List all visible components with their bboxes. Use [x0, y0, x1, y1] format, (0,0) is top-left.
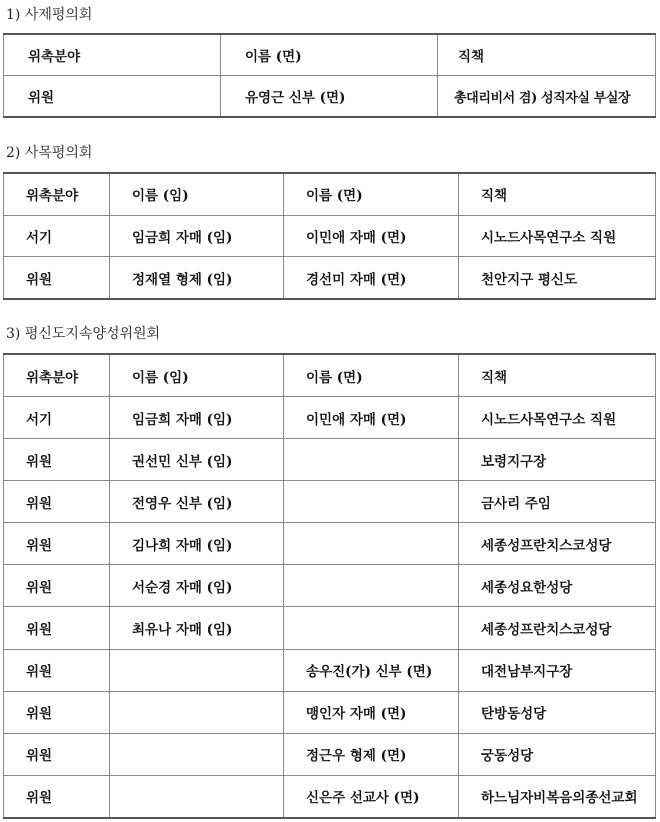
table-header-row	[4, 354, 656, 397]
header-cell: 이름 (임)	[110, 173, 284, 215]
table-cell	[110, 691, 284, 733]
table-cell	[284, 523, 459, 565]
table-cell: 유영근 신부 (면)	[221, 76, 438, 118]
section-title-3: 3) 평신도지속양성위원회	[6, 326, 161, 342]
table-cell: 이민애 자매 (면)	[284, 215, 459, 257]
table-row	[4, 607, 656, 649]
table-cell: 최유나 자매 (임)	[110, 607, 284, 649]
table-cell	[110, 649, 284, 691]
table-row	[4, 76, 656, 118]
table-row	[4, 397, 656, 439]
table-cell: 세종성프란치스코성당	[459, 523, 656, 565]
table-cell: 송우진(가) 신부 (면)	[284, 649, 459, 691]
table-header-row	[4, 34, 656, 76]
table-cell: 하느님자비복음의종선교회	[459, 775, 656, 818]
table-row	[4, 733, 656, 775]
table-row	[4, 775, 656, 818]
table-cell: 맹인자 자매 (면)	[284, 691, 459, 733]
table-cell: 탄방동성당	[459, 691, 656, 733]
table-3	[3, 353, 656, 819]
table-cell: 서순경 자매 (임)	[110, 565, 284, 607]
table-cell	[284, 481, 459, 523]
table-cell: 신은주 선교사 (면)	[284, 775, 459, 818]
table-cell	[110, 775, 284, 818]
table-cell: 위원	[4, 523, 110, 565]
table-cell: 위원	[4, 76, 221, 118]
table-2	[3, 172, 656, 300]
table-cell: 위원	[4, 691, 110, 733]
table-cell: 정근우 형제 (면)	[284, 733, 459, 775]
table-cell: 서기	[4, 397, 110, 439]
table-cell: 대전남부지구장	[459, 649, 656, 691]
table-header-row	[4, 173, 656, 215]
header-cell: 이름 (면)	[284, 354, 459, 397]
section-title-2: 2) 사목평의회	[6, 145, 93, 161]
table-row	[4, 215, 656, 257]
table-cell: 이민애 자매 (면)	[284, 397, 459, 439]
header-cell: 이름 (면)	[221, 34, 438, 76]
header-cell: 위촉분야	[4, 173, 110, 215]
table-row	[4, 481, 656, 523]
header-cell: 이름 (임)	[110, 354, 284, 397]
table-cell: 위원	[4, 439, 110, 481]
table-cell	[284, 565, 459, 607]
header-cell: 위촉분야	[4, 34, 221, 76]
table-row	[4, 439, 656, 481]
table-cell: 위원	[4, 775, 110, 818]
header-cell: 직책	[459, 354, 656, 397]
table-cell: 위원	[4, 733, 110, 775]
table-cell: 세종성요한성당	[459, 565, 656, 607]
table-row	[4, 257, 656, 299]
table-row	[4, 523, 656, 565]
table-row	[4, 691, 656, 733]
table-cell: 권선민 신부 (임)	[110, 439, 284, 481]
header-cell: 이름 (면)	[284, 173, 459, 215]
table-cell: 금사리 주임	[459, 481, 656, 523]
header-cell: 직책	[438, 34, 656, 76]
table-cell: 총대리비서 겸) 성직자실 부실장	[438, 76, 656, 118]
table-cell: 궁동성당	[459, 733, 656, 775]
table-1	[3, 33, 656, 118]
table-cell: 위원	[4, 481, 110, 523]
table-cell: 임금희 자매 (임)	[110, 397, 284, 439]
table-cell: 세종성프란치스코성당	[459, 607, 656, 649]
table-cell: 서기	[4, 215, 110, 257]
table-cell: 보령지구장	[459, 439, 656, 481]
table-row	[4, 649, 656, 691]
table-cell: 위원	[4, 565, 110, 607]
table-cell: 위원	[4, 649, 110, 691]
table-cell	[284, 439, 459, 481]
table-cell: 임금희 자매 (임)	[110, 215, 284, 257]
table-cell: 천안지구 평신도	[459, 257, 656, 299]
table-cell: 시노드사목연구소 직원	[459, 397, 656, 439]
table-cell: 시노드사목연구소 직원	[459, 215, 656, 257]
table-cell	[284, 607, 459, 649]
table-cell: 위원	[4, 607, 110, 649]
table-row	[4, 565, 656, 607]
table-cell: 위원	[4, 257, 110, 299]
header-cell: 직책	[459, 173, 656, 215]
table-cell: 정재열 형제 (임)	[110, 257, 284, 299]
table-cell: 김나희 자매 (임)	[110, 523, 284, 565]
section-title-1: 1) 사제평의회	[6, 7, 93, 23]
table-cell: 전영우 신부 (임)	[110, 481, 284, 523]
table-cell	[110, 733, 284, 775]
header-cell: 위촉분야	[4, 354, 110, 397]
table-cell: 경선미 자매 (면)	[284, 257, 459, 299]
